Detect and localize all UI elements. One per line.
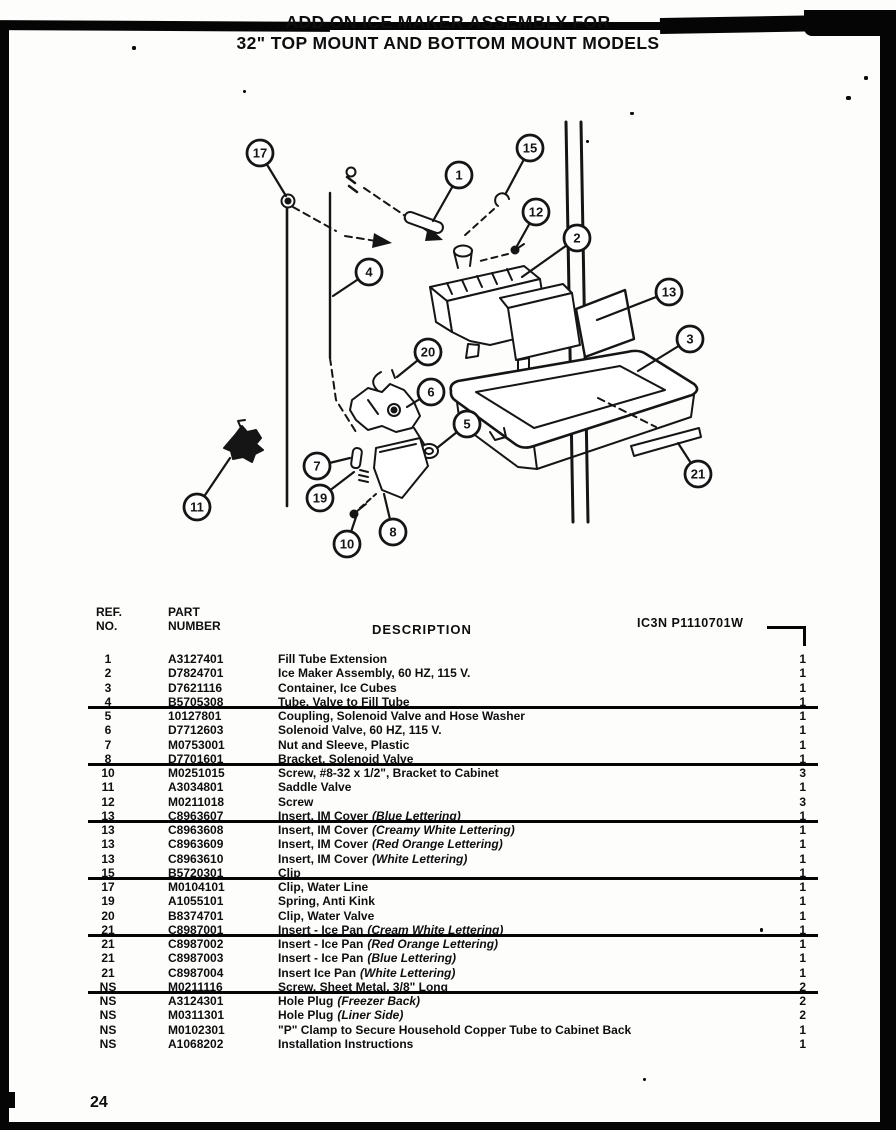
svg-text:12: 12 — [528, 204, 544, 220]
callout-15 — [506, 135, 543, 193]
scan-edge-left — [0, 25, 9, 1130]
description: Solenoid Valve, 60 HZ, 115 V. — [278, 723, 442, 738]
callout-10 — [334, 517, 360, 557]
description-variant: (Creamy White Lettering) — [372, 823, 515, 837]
table-row — [88, 666, 818, 680]
quantity: 2 — [799, 1008, 806, 1023]
part-number: M0251015 — [168, 766, 225, 780]
quantity: 1 — [799, 694, 806, 709]
description: Hole Plug — [278, 1008, 334, 1023]
svg-text:5: 5 — [463, 416, 471, 432]
scan-edge-right — [880, 14, 896, 1130]
table-row — [88, 894, 818, 908]
description: Insert - Ice Pan — [278, 922, 364, 937]
ref-no: 7 — [104, 737, 112, 752]
table-row — [88, 866, 818, 880]
quantity: 1 — [799, 880, 806, 894]
part-number: D7712603 — [168, 723, 224, 738]
part-number: M0211116 — [168, 979, 223, 994]
svg-text:6: 6 — [427, 384, 435, 400]
quantity: 1 — [799, 894, 806, 909]
callout-1 — [433, 162, 472, 221]
table-row — [88, 980, 818, 994]
quantity: 1 — [799, 965, 806, 980]
svg-text:2: 2 — [573, 230, 581, 246]
quantity: 1 — [799, 823, 806, 837]
model-code: IC3N P1110701W — [637, 616, 744, 630]
table-row — [88, 752, 818, 766]
svg-text:20: 20 — [420, 344, 436, 360]
description: Ice Maker Assembly, 60 HZ, 115 V. — [278, 666, 471, 681]
callout-17 — [247, 140, 286, 196]
part-number: C8963608 — [168, 823, 224, 837]
fill-tube-line-drawing — [330, 193, 356, 432]
description: Saddle Valve — [278, 780, 352, 795]
table-row — [88, 937, 818, 951]
col-part-header-line1: PART — [168, 605, 200, 619]
part-number: A1068202 — [168, 1036, 224, 1051]
description: Insert - Ice Pan — [278, 937, 364, 951]
table-section — [88, 823, 818, 880]
description-variant: (Red Orange Lettering) — [367, 937, 499, 951]
description-variant: (Blue Lettering) — [367, 951, 457, 966]
callout-7 — [304, 453, 350, 479]
ref-no: 21 — [101, 965, 115, 980]
description: "P" Clamp to Secure Household Copper Tube to Cabinet Back — [278, 1022, 632, 1037]
description: Tube, Valve to Fill Tube — [278, 694, 410, 709]
part-number: C8987003 — [168, 951, 224, 966]
description: Clip, Water Valve — [278, 908, 375, 923]
table-row — [88, 1008, 818, 1022]
quantity: 1 — [799, 652, 806, 666]
description: Insert, IM Cover — [278, 837, 369, 852]
svg-text:21: 21 — [690, 466, 706, 482]
col-description-header: DESCRIPTION — [372, 622, 472, 637]
callout-21 — [678, 443, 711, 487]
quantity: 3 — [799, 766, 806, 780]
part-number: M0311301 — [168, 1008, 225, 1023]
page-number: 24 — [90, 1094, 108, 1111]
table-section — [88, 994, 818, 1051]
svg-text:8: 8 — [389, 524, 397, 540]
ref-no: NS — [99, 1008, 117, 1023]
quantity: 1 — [799, 737, 806, 752]
dashed-insertion-arrow — [293, 207, 392, 248]
description-variant: (Red Orange Lettering) — [372, 837, 503, 852]
part-number: C8963607 — [168, 808, 224, 823]
table-row — [88, 1037, 818, 1051]
parts-table-body — [88, 652, 818, 1051]
description: Insert, IM Cover — [278, 851, 369, 866]
ref-no: 1 — [104, 652, 112, 666]
table-row — [88, 852, 818, 866]
ref-no: 20 — [101, 908, 115, 923]
part-number: B5705308 — [168, 694, 224, 709]
part-number: M0211018 — [168, 794, 225, 809]
scan-edge-left-notch — [0, 1092, 15, 1108]
svg-text:19: 19 — [312, 490, 328, 506]
table-row — [88, 923, 818, 937]
page-title-line2: 32" TOP MOUNT AND BOTTOM MOUNT MODELS — [236, 33, 660, 53]
col-ref-header-line2: NO. — [96, 618, 118, 633]
ref-no: 21 — [101, 922, 115, 937]
description: Installation Instructions — [278, 1036, 414, 1051]
callout-3 — [638, 326, 703, 371]
part-number: B8374701 — [168, 908, 224, 923]
model-code-bracket — [767, 626, 806, 646]
quantity: 1 — [799, 751, 806, 766]
ref-no: 12 — [101, 794, 115, 809]
page-title-line1: ADD ON ICE MAKER ASSEMBLY FOR — [285, 12, 611, 32]
table-row — [88, 966, 818, 980]
svg-text:4: 4 — [365, 264, 373, 280]
ref-no: 17 — [101, 880, 115, 894]
part-number: A3034801 — [168, 780, 224, 795]
fill-tube-extension-drawing — [403, 210, 444, 234]
description-variant: (Freezer Back) — [337, 994, 421, 1008]
col-part-header-line2: NUMBER — [168, 618, 221, 633]
table-section — [88, 937, 818, 994]
description: Insert Ice Pan — [278, 965, 357, 980]
ref-no: 19 — [101, 894, 115, 909]
callout-layer — [184, 135, 711, 557]
quantity: 1 — [799, 666, 806, 681]
ref-no: NS — [99, 1036, 117, 1051]
svg-text:3: 3 — [686, 331, 694, 347]
description-variant: (Blue Lettering) — [372, 808, 461, 823]
part-number: M0104101 — [168, 880, 225, 894]
table-row — [88, 652, 818, 666]
svg-text:10: 10 — [339, 536, 355, 552]
ref-no: 13 — [101, 837, 115, 852]
part-number: D7824701 — [168, 666, 224, 681]
ref-no: 13 — [101, 851, 115, 866]
description-variant: (White Lettering) — [372, 851, 468, 866]
callout-4 — [333, 259, 382, 296]
description: Clip, Water Line — [278, 880, 369, 894]
description: Insert, IM Cover — [278, 823, 369, 837]
table-row — [88, 780, 818, 794]
water-line-drawing — [282, 195, 295, 507]
col-ref-header-line1: REF. — [96, 605, 123, 619]
table-row — [88, 951, 818, 965]
ref-no: 11 — [101, 780, 115, 795]
part-number: C8963609 — [168, 837, 224, 852]
quantity: 1 — [799, 922, 806, 937]
description: Spring, Anti Kink — [278, 894, 375, 909]
svg-text:15: 15 — [522, 140, 538, 156]
description: Clip — [278, 865, 301, 880]
table-row — [88, 723, 818, 737]
callout-2 — [522, 225, 590, 277]
table-row — [88, 681, 818, 695]
quantity: 1 — [799, 723, 806, 738]
svg-text:1: 1 — [455, 167, 463, 183]
quantity: 1 — [799, 1022, 806, 1037]
quantity: 2 — [799, 979, 806, 994]
svg-text:17: 17 — [252, 145, 268, 161]
description: Container, Ice Cubes — [278, 680, 397, 695]
table-row — [88, 880, 818, 894]
quantity: 1 — [799, 1036, 806, 1051]
ref-no: 5 — [104, 709, 112, 723]
quantity: 1 — [799, 808, 806, 823]
ice-container-drawing — [451, 351, 697, 469]
description: Nut and Sleeve, Plastic — [278, 737, 410, 752]
description: Insert - Ice Pan — [278, 951, 364, 966]
table-row — [88, 823, 818, 837]
quantity: 1 — [799, 937, 806, 951]
part-number: C8987001 — [168, 922, 224, 937]
description-variant: (Liner Side) — [337, 1008, 404, 1023]
quantity: 1 — [799, 709, 806, 723]
description: Screw, #8-32 x 1/2", Bracket to Cabinet — [278, 766, 499, 780]
part-number: A3124301 — [168, 994, 224, 1008]
ref-no: 13 — [101, 823, 115, 837]
ref-no: 15 — [101, 865, 115, 880]
ref-no: 21 — [101, 951, 115, 966]
description: Fill Tube Extension — [278, 652, 388, 666]
table-row — [88, 994, 818, 1008]
ref-no: 21 — [101, 937, 115, 951]
description: Screw, Sheet Metal, 3/8" Long — [278, 979, 448, 994]
saddle-valve-drawing — [224, 420, 263, 462]
ref-no: NS — [99, 994, 117, 1008]
ref-no: 13 — [101, 808, 115, 823]
ref-no: 8 — [104, 751, 112, 766]
clip-15-drawing — [464, 193, 509, 236]
callout-5 — [437, 411, 480, 448]
ref-no: NS — [99, 979, 117, 994]
table-row — [88, 795, 818, 809]
table-row — [88, 695, 818, 709]
part-number: D7621116 — [168, 680, 223, 695]
svg-text:7: 7 — [313, 458, 321, 474]
table-row — [88, 709, 818, 723]
svg-text:13: 13 — [661, 284, 677, 300]
quantity: 1 — [799, 837, 806, 852]
part-number: B5720301 — [168, 865, 224, 880]
quantity: 2 — [799, 994, 806, 1008]
part-number: A3127401 — [168, 652, 224, 666]
quantity: 1 — [799, 865, 806, 880]
description-variant: (Cream White Lettering) — [367, 922, 504, 937]
part-number: M0753001 — [168, 737, 225, 752]
description: Coupling, Solenoid Valve and Hose Washer — [278, 709, 525, 723]
table-row — [88, 738, 818, 752]
ref-no: 4 — [104, 694, 112, 709]
ref-no: NS — [99, 1022, 117, 1037]
table-section — [88, 880, 818, 937]
ref-no: 2 — [104, 666, 112, 681]
scan-edge-bottom — [0, 1122, 896, 1130]
part-number: C8987004 — [168, 965, 224, 980]
table-row — [88, 766, 818, 780]
quantity: 3 — [799, 794, 806, 809]
ref-no: 3 — [104, 680, 112, 695]
callout-20 — [397, 339, 441, 377]
ice-maker-assembly-drawing — [430, 246, 580, 373]
callout-6 — [407, 379, 444, 407]
callout-12 — [517, 199, 549, 246]
table-section — [88, 766, 818, 823]
part-number: 10127801 — [168, 709, 222, 723]
description: Hole Plug — [278, 994, 334, 1008]
table-section — [88, 652, 818, 709]
table-row — [88, 809, 818, 823]
description: Bracket, Solenoid Valve — [278, 751, 414, 766]
quantity: 1 — [799, 951, 806, 966]
table-section — [88, 709, 818, 766]
part-number: C8963610 — [168, 851, 224, 866]
quantity: 1 — [799, 680, 806, 695]
table-row — [88, 909, 818, 923]
callout-8 — [380, 494, 406, 545]
callout-11 — [184, 458, 230, 520]
part-number: D7701601 — [168, 751, 224, 766]
svg-text:11: 11 — [190, 499, 204, 515]
quantity: 1 — [799, 780, 806, 795]
quantity: 1 — [799, 851, 806, 866]
description: Screw — [278, 794, 314, 809]
description-variant: (White Lettering) — [360, 965, 456, 980]
table-row — [88, 837, 818, 851]
part-number: A1055101 — [168, 894, 224, 909]
part-number: C8987002 — [168, 937, 224, 951]
ref-no: 10 — [101, 766, 115, 780]
ref-no: 6 — [104, 723, 112, 738]
quantity: 1 — [799, 908, 806, 923]
table-row — [88, 1023, 818, 1037]
part-number: M0102301 — [168, 1022, 225, 1037]
description: Insert, IM Cover — [278, 808, 369, 823]
